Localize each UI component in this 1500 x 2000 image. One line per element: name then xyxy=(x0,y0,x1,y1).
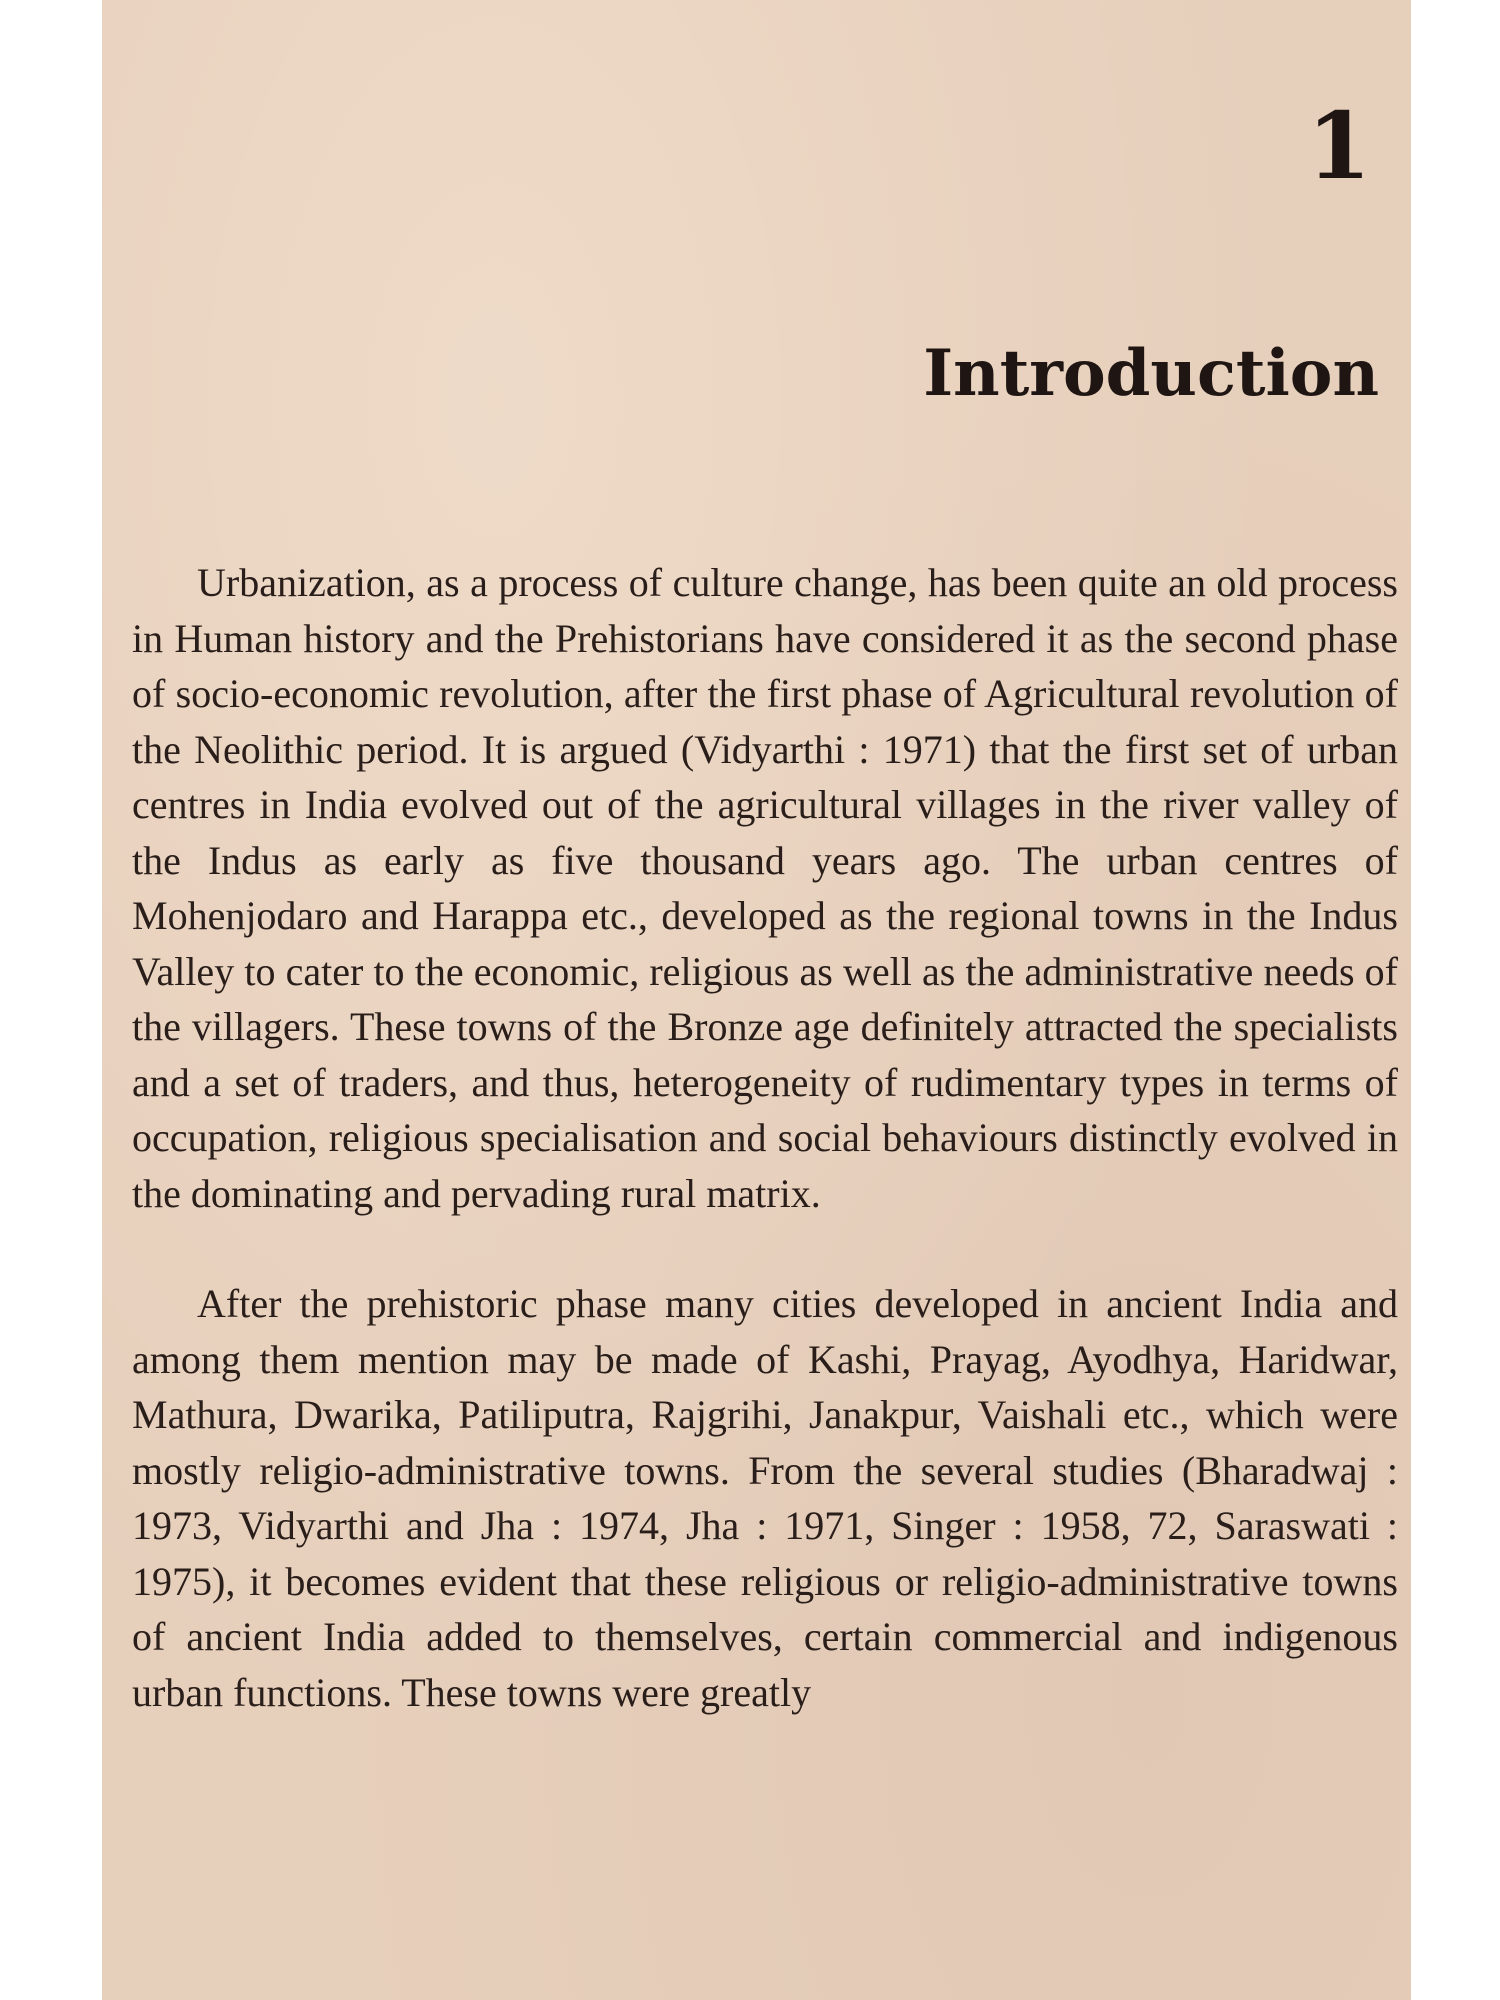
chapter-body xyxy=(132,555,1398,1720)
paragraph-1: Urbanization, as a process of culture change, has been quite an old process in Human history and the Prehistorians have considered it as the second phase of socio-economic revolution, after the first phase of Agricultural revolution of the Neolithic period. It is argued (Vidyarthi : 1971) that the first set of urban centres in India evolved out of the agricultural villages in the river valley of the Indus as early as five thousand years ago. The urban centres of Mohenjodaro and Harappa etc., developed as the regional towns in the Indus Valley to cater to the economic, religious as well as the administrative needs of the villagers. These towns of the Bronze age definitely attracted the specialists and a set of traders, and thus, heterogeneity of rudimentary types in terms of occupation, religious specialisation and social behaviours distinctly evolved in the dominating and pervading rural matrix. xyxy=(132,560,1398,1216)
book-page xyxy=(102,0,1411,2000)
chapter-number: 1 xyxy=(1306,92,1371,200)
paragraph-2: After the prehistoric phase many cities developed in ancient India and among them mention may be made of Kashi, Prayag, Ayodhya, Haridwar, Mathura, Dwarika, Patiliputra, Rajgrihi, Janakpur, Vaishali etc., which were mostly religio-administrative towns. From the several studies (Bharadwaj : 1973, Vidyarthi and Jha : 1974, Jha : 1971, Singer : 1958, 72, Saraswati : 1975), it becomes evident that these religious or religio-administrative towns of ancient India added to themselves, certain commercial and indigenous urban functions. These towns were greatly xyxy=(132,1281,1398,1715)
chapter-title: Introduction xyxy=(923,336,1379,411)
